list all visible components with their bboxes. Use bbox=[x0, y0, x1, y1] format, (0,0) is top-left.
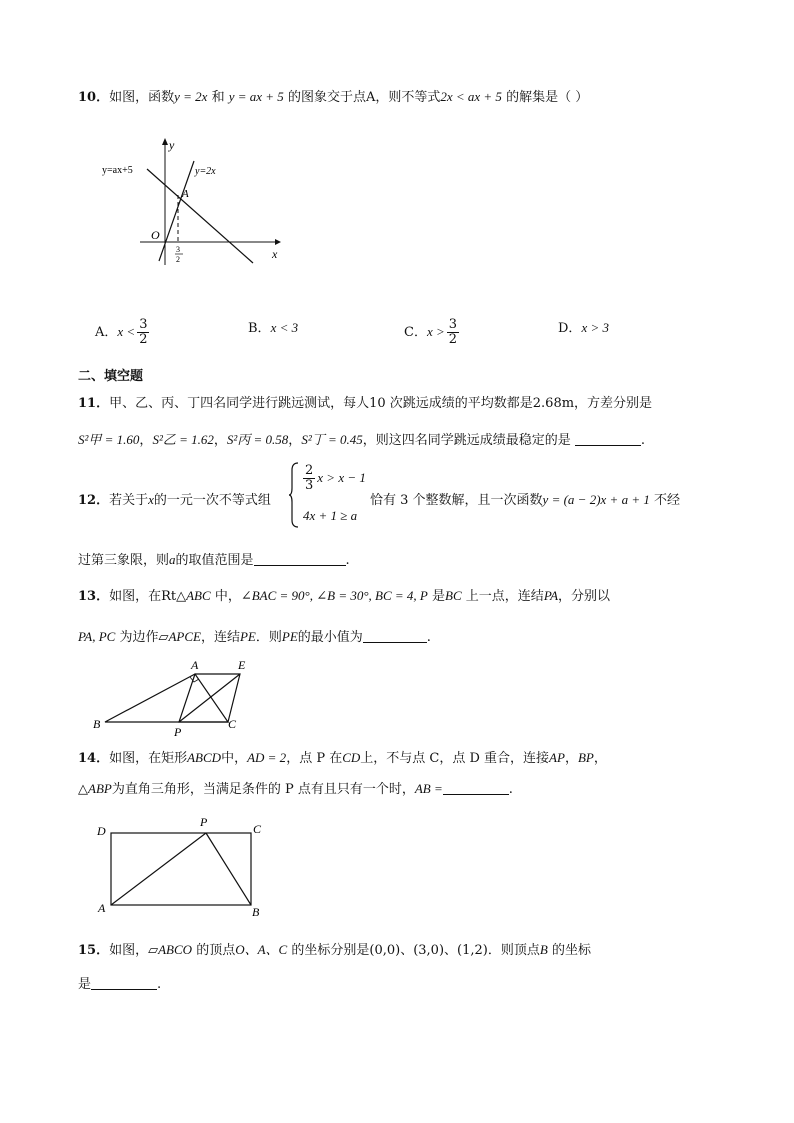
q10-number: 10． bbox=[78, 90, 110, 105]
q13-figure bbox=[90, 656, 260, 739]
x-axis-arrow bbox=[275, 239, 281, 245]
q13-line1: 13．如图，在Rt△ABC 中，∠BAC = 90°, ∠B = 30°, BC = 4, P 是BC 上一点，连结PA，分别以 bbox=[78, 588, 611, 604]
q15-line2: 是 . bbox=[78, 977, 162, 992]
q13-answer-blank[interactable] bbox=[363, 628, 427, 643]
svg-text:C: C bbox=[253, 822, 262, 836]
segment-ap bbox=[111, 833, 206, 905]
label-line2: y=2x bbox=[195, 166, 216, 177]
svg-text:E: E bbox=[238, 658, 246, 672]
svg-text:D: D bbox=[97, 824, 106, 838]
q10-graph bbox=[95, 135, 295, 270]
frac-c: $\frac{3}{2}$ bbox=[448, 317, 458, 347]
label-A: A bbox=[182, 188, 189, 200]
segment-pe bbox=[179, 674, 240, 722]
tick-num: 3 bbox=[176, 245, 180, 254]
svg-text:B: B bbox=[252, 905, 260, 919]
section-title: 二、填空题 bbox=[78, 369, 144, 384]
label-y: y bbox=[169, 138, 175, 152]
y-axis-arrow bbox=[162, 138, 168, 145]
q11-answer-blank[interactable] bbox=[575, 431, 641, 446]
rectangle-abcd bbox=[111, 833, 251, 905]
choice-c[interactable]: C．x > $\frac{3}{2}$ bbox=[404, 317, 458, 347]
tick-den: 2 bbox=[176, 255, 180, 264]
q15-line1: 15．如图，▱ABCO 的顶点O、A、C 的坐标分别是(0,0)、(3,0)、(1,2)．则顶点B 的坐标 bbox=[78, 942, 591, 958]
q10-stem: 10．如图，函数y = 2x 和 y = ax + 5 的图象交于点A，则不等式2x < ax + 5 的解集是（ ） bbox=[78, 89, 589, 105]
svg-text:A: A bbox=[191, 658, 199, 672]
q12-line2: 过第三象限，则a的取值范围是 . bbox=[78, 552, 350, 568]
svg-text:P: P bbox=[200, 815, 208, 829]
q12-answer-blank[interactable] bbox=[254, 551, 346, 566]
q14-figure bbox=[95, 815, 275, 920]
q11-line1: 11．甲、乙、丙、丁四名同学进行跳远测试，每人10 次跳远成绩的平均数都是2.68m，方差分别是 bbox=[78, 396, 653, 411]
q12-line1: 12．若关于x的一元一次不等式组 bbox=[78, 492, 271, 508]
segment-bp bbox=[206, 833, 251, 905]
q14-line1: 14．如图，在矩形ABCD中，AD = 2，点 P 在CD上，不与点 C，点 D 重合，连接AP，BP， bbox=[78, 750, 607, 766]
q12-line1b: 恰有 3 个整数解，且一次函数y = (a − 2)x + a + 1 不经 bbox=[370, 492, 680, 508]
q14-answer-blank[interactable] bbox=[443, 780, 509, 795]
label-O: O bbox=[151, 228, 160, 242]
svg-text:P: P bbox=[174, 725, 182, 739]
svg-text:B: B bbox=[93, 717, 101, 731]
q11-line2: S²甲 = 1.60，S²乙 = 1.62，S²丙 = 0.58，S²丁 = 0.45，则这四名同学跳远成绩最稳定的是 . bbox=[78, 432, 646, 448]
label-line1: y=ax+5 bbox=[102, 165, 133, 176]
choice-d[interactable]: D．x > 3 bbox=[558, 320, 609, 336]
q15-answer-blank[interactable] bbox=[91, 975, 157, 990]
q12-inequality-system bbox=[289, 462, 379, 532]
svg-text:C: C bbox=[228, 717, 237, 731]
svg-text:A: A bbox=[98, 901, 106, 915]
ineq1: $\frac{2}{3}$ x > x − 1 bbox=[305, 463, 366, 493]
q14-line2: △ABP为直角三角形，当满足条件的 P 点有且只有一个时，AB = . bbox=[78, 781, 513, 797]
q13-line2: PA, PC 为边作▱APCE，连结PE．则PE的最小值为 . bbox=[78, 629, 431, 645]
brace bbox=[289, 462, 299, 528]
ineq2: 4x + 1 ≥ a bbox=[303, 508, 358, 523]
label-x: x bbox=[272, 247, 278, 261]
choice-a[interactable]: A．x < $\frac{3}{2}$ bbox=[95, 317, 148, 347]
choice-b[interactable]: B．x < 3 bbox=[248, 320, 299, 336]
frac-a: $\frac{3}{2}$ bbox=[139, 317, 148, 347]
